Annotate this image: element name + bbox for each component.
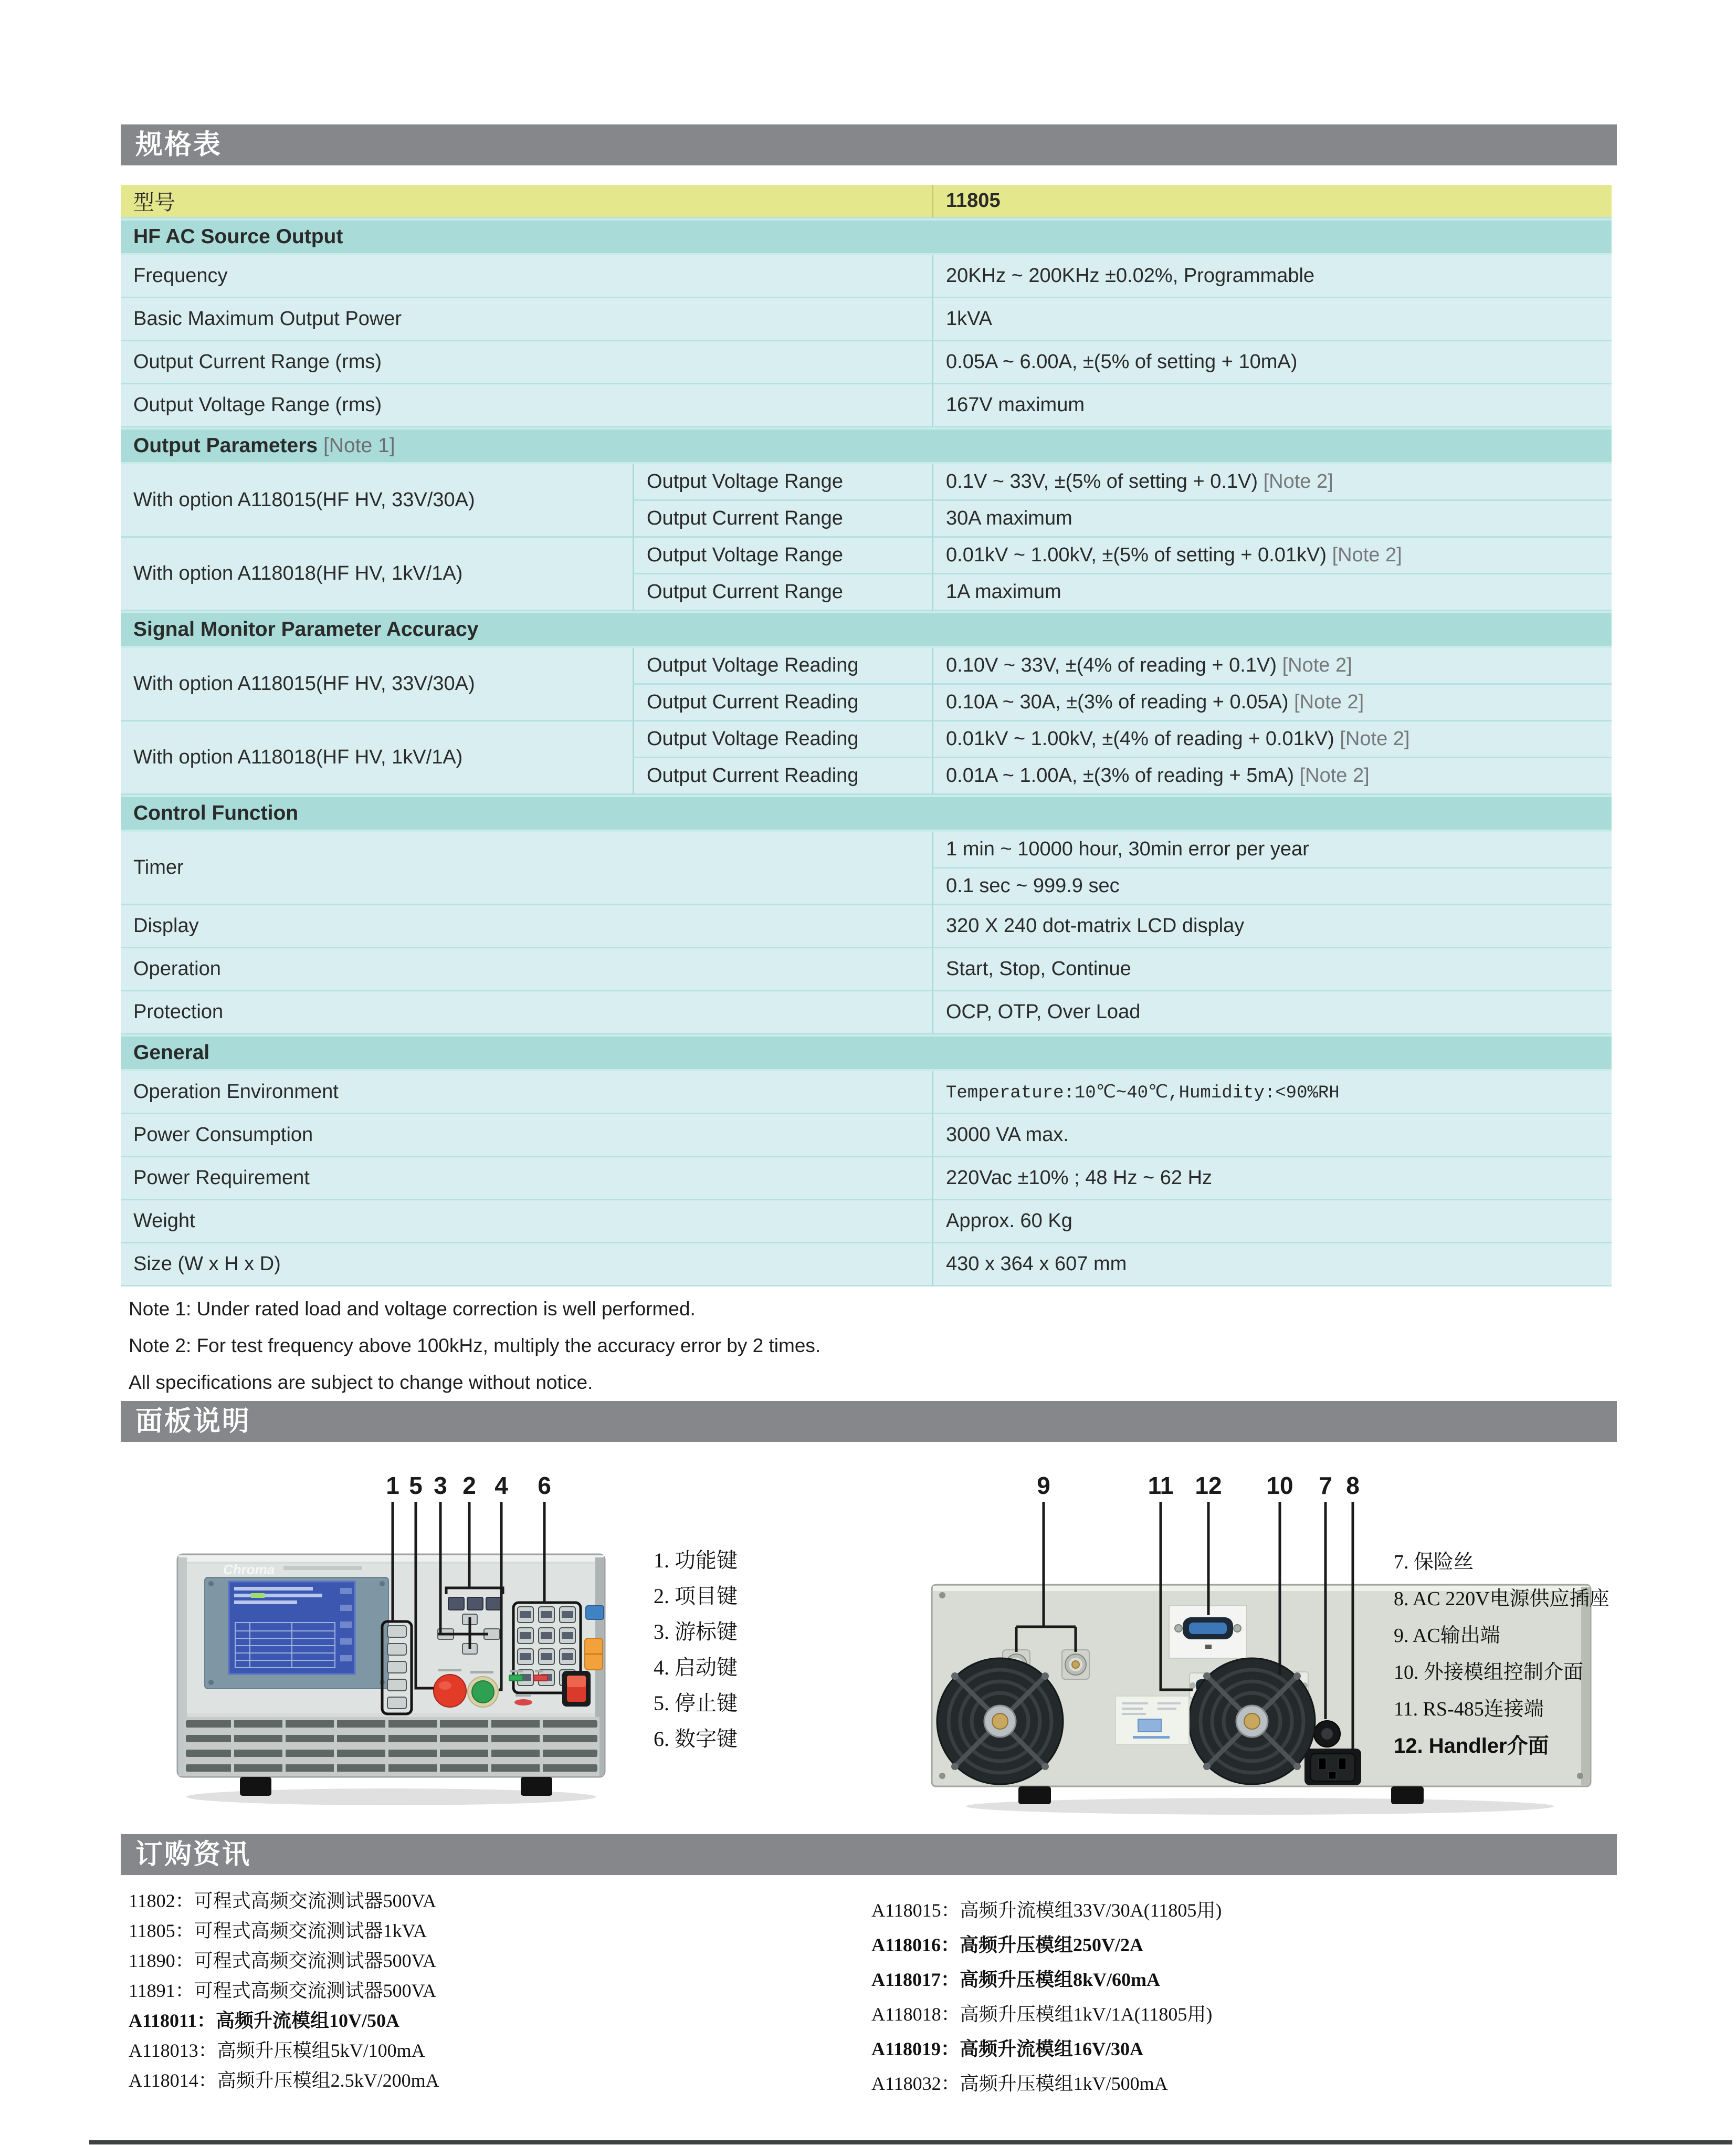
table-row: [121, 384, 1612, 427]
order-item: A118013：高频升压模组5kV/100mA: [129, 2040, 425, 2061]
section-row-control: [121, 795, 1612, 832]
table-row: [121, 905, 1612, 948]
order-item: A118014：高频升压模组2.5kV/200mA: [129, 2070, 439, 2091]
lcd-display: [205, 1577, 388, 1689]
section-row-monitor: [121, 611, 1612, 648]
spec-row-value: 1 min ~ 10000 hour, 30min error per year: [932, 832, 1612, 869]
spec-row-label: Basic Maximum Output Power: [121, 298, 932, 341]
panel-section-header: [121, 1401, 1617, 1442]
rear-panel-label-list: [1394, 1544, 1609, 1764]
rating-sticker: [1116, 1696, 1189, 1744]
spec-row-value: 3000 VA max.: [932, 1114, 1612, 1157]
callout-number: 5: [409, 1472, 423, 1499]
spec-row-label: Protection: [121, 991, 932, 1034]
sub-label: Output Current Range: [633, 574, 932, 611]
note-ref: [Note 2]: [1332, 544, 1402, 566]
table-row: [121, 538, 1612, 574]
table-row: [121, 648, 1612, 685]
section-row-output-params: [121, 427, 1612, 464]
note-1: Note 1: Under rated load and voltage correction is well performed.: [129, 1298, 696, 1320]
section-title-general: General: [121, 1034, 1612, 1071]
list-item: 9. AC输出端: [1394, 1625, 1500, 1647]
note-ref: [Note 1]: [323, 434, 395, 457]
spec-row-value: Start, Stop, Continue: [932, 948, 1612, 991]
section-title-output-params: Output Parameters [Note 1]: [121, 427, 1612, 464]
order-item: 11891：可程式高频交流测试器500VA: [129, 1980, 437, 2001]
front-foot: [521, 1777, 552, 1796]
note-ref: [Note 2]: [1299, 765, 1370, 787]
callout-number: 1: [386, 1472, 399, 1499]
spec-row-label: Power Consumption: [121, 1114, 932, 1157]
table-row: [121, 1200, 1612, 1243]
note-2: Note 2: For test frequency above 100kHz, multiply the accuracy error by 2 times.: [129, 1335, 821, 1356]
list-item: 11. RS-485连接端: [1394, 1698, 1544, 1720]
spec-row-label: Frequency: [121, 255, 932, 298]
stop-button: [434, 1675, 466, 1707]
table-row: [121, 255, 1612, 298]
spec-row-value: 0.01A ~ 1.00A, ±(3% of reading + 5mA) [Note 2]: [932, 758, 1612, 795]
spec-row-value: Approx. 60 Kg: [932, 1200, 1612, 1243]
order-item: A118011：高频升流模组10V/50A: [129, 2010, 400, 2031]
spec-row-value: 0.1 sec ~ 999.9 sec: [932, 869, 1612, 905]
spec-row-value: 220Vac ±10% ; 48 Hz ~ 62 Hz: [932, 1157, 1612, 1200]
spec-row-label: Output Current Range (rms): [121, 341, 932, 384]
spec-row-value: 0.01kV ~ 1.00kV, ±(4% of reading + 0.01kV) [Note 2]: [932, 721, 1612, 758]
sub-label: Output Current Reading: [633, 758, 932, 795]
note-ref: [Note 2]: [1294, 691, 1364, 713]
list-item: 3. 游标键: [654, 1620, 738, 1644]
option-label: With option A118015(HF HV, 33V/30A): [121, 648, 633, 721]
rear-foot: [1391, 1786, 1424, 1804]
sub-label: Output Current Range: [633, 501, 932, 538]
callout-number: 7: [1319, 1472, 1332, 1499]
table-row: [121, 991, 1612, 1034]
spec-row-label: Display: [121, 905, 932, 948]
section-row-general: [121, 1034, 1612, 1071]
sub-label: Output Current Reading: [633, 685, 932, 721]
list-item: 10. 外接模组控制介面: [1394, 1661, 1584, 1683]
ordering-list-right: [871, 1893, 1617, 2101]
panel-section-title: 面板说明: [135, 1407, 251, 1437]
list-item: 12. Handler介面: [1394, 1734, 1549, 1757]
order-item: A118032：高频升压模组1kV/500mA: [871, 2073, 1168, 2094]
alarm-led: [514, 1699, 532, 1705]
spec-row-value: OCP, OTP, Over Load: [932, 991, 1612, 1034]
list-item: 2. 项目键: [654, 1584, 738, 1608]
option-label: With option A118018(HF HV, 1kV/1A): [121, 721, 633, 795]
cooling-fan: [937, 1658, 1063, 1784]
spec-row-value: 0.10A ~ 30A, ±(3% of reading + 0.05A) [Note 2]: [932, 685, 1612, 721]
list-item: 6. 数字键: [654, 1727, 738, 1751]
spec-row-label: Output Voltage Range (rms): [121, 384, 932, 427]
table-row-model: [121, 185, 1612, 218]
blue-key: [586, 1606, 604, 1619]
list-item: 5. 停止键: [654, 1691, 738, 1715]
note-ref: [Note 2]: [1340, 728, 1410, 750]
table-row: [121, 721, 1612, 758]
table-row: [121, 298, 1612, 341]
spec-table: [121, 185, 1612, 1286]
green-led: [509, 1675, 523, 1681]
vent-grille: [184, 1717, 599, 1776]
page-footer-rule: [89, 2140, 1732, 2144]
power-switch: [562, 1671, 591, 1707]
spec-row-label: Power Requirement: [121, 1157, 932, 1200]
callout-number: 9: [1037, 1472, 1050, 1499]
order-item: A118017：高频升压模组8kV/60mA: [871, 1969, 1161, 1990]
spec-row-value: 0.05A ~ 6.00A, ±(5% of setting + 10mA): [932, 341, 1612, 384]
table-row: [121, 464, 1612, 501]
callout-number: 3: [434, 1472, 447, 1499]
table-row: [121, 1157, 1612, 1200]
callout-number: 11: [1148, 1472, 1174, 1499]
red-led: [534, 1675, 548, 1681]
spec-row-label: Weight: [121, 1200, 932, 1243]
spec-row-label: Operation Environment: [121, 1071, 932, 1114]
stop-label: [438, 1669, 461, 1671]
table-row: [121, 1071, 1612, 1114]
spec-row-value: 1kVA: [932, 298, 1612, 341]
model-value: 11805: [932, 185, 1612, 218]
spec-section-header: [121, 124, 1617, 165]
order-item: A118015：高频升流模组33V/30A(11805用): [871, 1900, 1222, 1921]
list-item: 7. 保险丝: [1394, 1551, 1474, 1573]
table-row: [121, 1114, 1612, 1157]
option-label: With option A118015(HF HV, 33V/30A): [121, 464, 633, 538]
callout-number: 2: [462, 1472, 476, 1499]
table-row: [121, 1243, 1612, 1286]
list-item: 4. 启动键: [654, 1656, 738, 1679]
spec-row-value: 167V maximum: [932, 384, 1612, 427]
order-section-title: 订购资讯: [135, 1840, 251, 1870]
section-row-hf: [121, 218, 1612, 255]
spec-row-value: 30A maximum: [932, 501, 1612, 538]
model-label: 型号: [121, 185, 932, 218]
spec-row-value: 0.10V ~ 33V, ±(4% of reading + 0.1V) [Note 2]: [932, 648, 1612, 685]
spec-row-value: 20KHz ~ 200KHz ±0.02%, Programmable: [932, 255, 1612, 298]
spec-row-value: 0.01kV ~ 1.00kV, ±(5% of setting + 0.01kV) [Note 2]: [932, 538, 1612, 574]
spec-row-value: 430 x 364 x 607 mm: [932, 1243, 1612, 1286]
note-3: All specifications are subject to change without notice.: [129, 1372, 593, 1393]
table-row: [121, 948, 1612, 991]
model-text-line: [283, 1566, 362, 1570]
callout-number: 8: [1346, 1472, 1360, 1499]
order-item: 11802：可程式高频交流测试器500VA: [129, 1890, 437, 1911]
fuse-holder: [1314, 1721, 1340, 1747]
list-item: 1. 功能键: [654, 1548, 738, 1572]
order-item: A118016：高频升压模组250V/2A: [871, 1934, 1144, 1955]
list-item: 8. AC 220V电源供应插座: [1394, 1588, 1609, 1610]
spec-row-label: Operation: [121, 948, 932, 991]
front-foot: [240, 1777, 271, 1796]
spec-row-label: Size (W x H x D): [121, 1243, 932, 1286]
spec-row-value: 320 X 240 dot-matrix LCD display: [932, 905, 1612, 948]
spec-row-label: Timer: [121, 832, 932, 905]
order-section-header: [121, 1834, 1617, 1875]
spec-row-value: Temperature:10℃~40℃,Humidity:<90%RH: [932, 1071, 1612, 1114]
sub-label: Output Voltage Range: [633, 464, 932, 501]
callout-number: 6: [538, 1472, 551, 1499]
table-row: [121, 341, 1612, 384]
front-panel-photo: [173, 1465, 609, 1822]
order-item: A118018：高频升压模组1kV/1A(11805用): [871, 2004, 1213, 2025]
callout-number: 10: [1266, 1472, 1293, 1499]
spec-section-title: 规格表: [135, 130, 223, 160]
spec-row-value: 1A maximum: [932, 574, 1612, 611]
start-label: [470, 1671, 493, 1673]
brand-logo: Chroma: [223, 1562, 275, 1577]
sub-label: Output Voltage Range: [633, 538, 932, 574]
section-title-hf: HF AC Source Output: [121, 218, 1612, 255]
ordering-list-left: [129, 1886, 853, 2096]
note-ref: [Note 2]: [1263, 470, 1333, 493]
order-item: 11805：可程式高频交流测试器1kVA: [129, 1920, 427, 1941]
sub-label: Output Voltage Reading: [633, 721, 932, 758]
spec-notes: [129, 1291, 1493, 1401]
callout-number: 4: [495, 1472, 508, 1499]
callout-number: 12: [1195, 1472, 1222, 1499]
note-ref: [Note 2]: [1282, 654, 1352, 676]
option-label: With option A118018(HF HV, 1kV/1A): [121, 538, 633, 611]
spec-row-value: 0.1V ~ 33V, ±(5% of setting + 0.1V) [Note 2]: [932, 464, 1612, 501]
rear-foot: [1018, 1786, 1051, 1804]
cooling-fan: [1189, 1658, 1315, 1784]
table-row: [121, 832, 1612, 869]
order-item: 11890：可程式高频交流测试器500VA: [129, 1950, 437, 1971]
item-keys: [448, 1597, 502, 1610]
start-button: [468, 1677, 498, 1707]
ac-power-inlet: [1304, 1749, 1361, 1785]
section-title-monitor: Signal Monitor Parameter Accuracy: [121, 611, 1612, 648]
front-panel-label-list: [654, 1543, 738, 1757]
section-title-control: Control Function: [121, 795, 1612, 832]
order-item: A118019：高频升流模组16V/30A: [871, 2038, 1144, 2059]
sub-label: Output Voltage Reading: [633, 648, 932, 685]
